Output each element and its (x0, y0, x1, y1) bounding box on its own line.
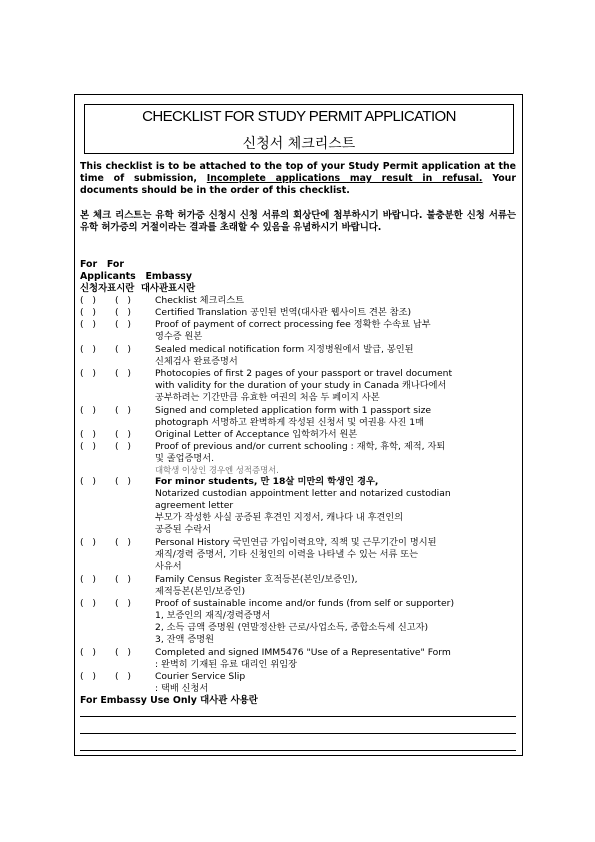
checklist-item-line: 공증된 수락서 (155, 523, 212, 535)
checklist-item-text (155, 307, 517, 319)
checklist-item-text (155, 537, 517, 573)
checklist-item-text (155, 574, 517, 598)
checklist-item-line: 및 졸업증명서. (155, 452, 215, 464)
checklist-item-line: Proof of payment of correct processing fee 정확한 수속료 납부 (155, 319, 431, 330)
checklist-item-line: 사유서 (155, 560, 182, 572)
embassy-checkbox[interactable]: ( ) (115, 476, 131, 487)
checklist-item-line: 1, 보증인의 재직/경력증명서 (155, 609, 271, 621)
embassy-checkbox[interactable]: ( ) (115, 429, 131, 440)
applicant-checkbox[interactable]: ( ) (80, 405, 96, 416)
embassy-checkbox[interactable]: ( ) (115, 295, 131, 306)
checklist-item-line: Family Census Register 호적등본(본인/보증인), (155, 574, 358, 585)
checklist-item-line: 공부하려는 기간만큼 유효한 여권의 처음 두 페이지 사본 (155, 391, 380, 403)
checklist-item-line: 2, 소득 금액 증명원 (연말정산한 근로/사업소득, 종합소득세 신고자) (155, 621, 429, 633)
checklist-item-line: agreement letter (155, 499, 234, 511)
checklist-item-text (155, 647, 517, 671)
checklist-item-line: Sealed medical notification form 지정병원에서 발급, 봉인된 (155, 344, 414, 355)
applicant-checkbox[interactable]: ( ) (80, 476, 96, 487)
applicant-checkbox[interactable]: ( ) (80, 295, 96, 306)
checklist-item-line: photograph 서명하고 완벽하게 작성된 신청서 및 여권용 사진 1매 (155, 416, 424, 428)
checklist-item-text (155, 319, 517, 343)
checklist-item-text (155, 295, 517, 307)
embassy-checkbox[interactable]: ( ) (115, 344, 131, 355)
column-header-line1: For For (80, 259, 124, 270)
applicant-checkbox[interactable]: ( ) (80, 574, 96, 585)
applicant-checkbox[interactable]: ( ) (80, 441, 96, 452)
embassy-use-label: For Embassy Use Only 대사관 사용란 (80, 695, 258, 706)
checklist-item-line: Personal History 국민연금 가입이력요약, 직책 및 근무기간이 명시된 (155, 537, 437, 548)
checklist-item-line: with validity for the duration of your study in Canada 캐나다에서 (155, 379, 447, 391)
page-title-en: CHECKLIST FOR STUDY PERMIT APPLICATION (142, 108, 456, 125)
applicant-checkbox[interactable]: ( ) (80, 598, 96, 609)
column-header-line2: Applicants Embassy (80, 271, 192, 282)
embassy-line-2 (80, 733, 516, 734)
checklist-item-text (155, 441, 517, 477)
checklist-item-line: For minor students, 만 18살 미만의 학생인 경우, (155, 476, 379, 487)
intro-en (80, 161, 516, 198)
checklist-item-line: Proof of previous and/or current schooling : 재학, 휴학, 제적, 자퇴 (155, 441, 446, 452)
checklist-item-text (155, 344, 517, 368)
checklist-item-line: : 택배 신청서 (155, 682, 209, 694)
checklist-item-line: 제적등본(본인/보증인) (155, 585, 246, 597)
checklist-item-text (155, 405, 517, 429)
title-box (84, 104, 514, 154)
checklist-item-line: Checklist 체크리스트 (155, 295, 245, 306)
checklist-item-text (155, 476, 517, 536)
applicant-checkbox[interactable]: ( ) (80, 368, 96, 379)
embassy-checkbox[interactable]: ( ) (115, 405, 131, 416)
embassy-checkbox[interactable]: ( ) (115, 671, 131, 682)
checklist-item-line: Proof of sustainable income and/or funds (from self or supporter) (155, 598, 455, 609)
checklist-item-line: Notarized custodian appointment letter and notarized custodian (155, 487, 451, 499)
applicant-checkbox[interactable]: ( ) (80, 671, 96, 682)
checklist-item-line: 3, 잔액 증명원 (155, 633, 214, 645)
intro-ko: 본 체크 리스트는 유학 허가증 신청시 신청 서류의 회상단에 첨부하시기 바랍니다. 불충분한 신청 서류는 유학 허가증의 거절이라는 결과를 초래할 수 있음을 유념하시기 바랍니다. (80, 210, 516, 234)
checklist-item-line: 영수증 원본 (155, 330, 203, 342)
checklist-item-line: 재직/경력 증명서, 기타 신청인의 이력을 나타낼 수 있는 서류 또는 (155, 548, 419, 560)
checklist-item-line: Courier Service Slip (155, 671, 246, 682)
column-header (80, 259, 195, 295)
applicant-checkbox[interactable]: ( ) (80, 647, 96, 658)
applicant-checkbox[interactable]: ( ) (80, 344, 96, 355)
embassy-checkbox[interactable]: ( ) (115, 319, 131, 330)
intro-en-part2: Your documents should be in the order of this checklist. (80, 173, 516, 197)
embassy-checkbox[interactable]: ( ) (115, 537, 131, 548)
checklist-item-line: Completed and signed IMM5476 "Use of a Representative" Form (155, 647, 451, 658)
checklist-item-text (155, 429, 517, 441)
checklist-item-line: Signed and completed application form with 1 passport size (155, 405, 432, 416)
applicant-checkbox[interactable]: ( ) (80, 429, 96, 440)
applicant-checkbox[interactable]: ( ) (80, 307, 96, 318)
checklist-item-note: 대학생 이상인 경우엔 성적증명서. (155, 464, 279, 475)
embassy-line-1 (80, 716, 516, 717)
embassy-checkbox[interactable]: ( ) (115, 368, 131, 379)
checklist-item-text (155, 598, 517, 646)
checklist-item-line: : 완벽히 기재된 유료 대리인 위임장 (155, 658, 297, 670)
checklist-item-text (155, 368, 517, 404)
embassy-checkbox[interactable]: ( ) (115, 307, 131, 318)
checklist-item-line: Photocopies of first 2 pages of your passport or travel document (155, 368, 453, 379)
intro-en-warning: Incomplete applications may result in refusal. (206, 173, 483, 185)
applicant-checkbox[interactable]: ( ) (80, 537, 96, 548)
embassy-line-3 (80, 750, 516, 751)
applicant-checkbox[interactable]: ( ) (80, 319, 96, 330)
checklist-item-line: Certified Translation 공인된 번역(대사관 웹사이트 견본 참조) (155, 307, 412, 318)
column-header-line3: 신청자표시란 대사관표시란 (80, 283, 196, 294)
checklist-item-line: 부모가 작성한 사실 공증된 후견인 지정서, 캐나다 내 후견인의 (155, 511, 404, 523)
embassy-checkbox[interactable]: ( ) (115, 647, 131, 658)
checklist-item-line: Original Letter of Acceptance 입학허가서 원본 (155, 429, 358, 440)
embassy-checkbox[interactable]: ( ) (115, 574, 131, 585)
intro-en-part1: This checklist is to be attached to the top of your Study Permit application at the time of submission, (80, 161, 516, 185)
embassy-checkbox[interactable]: ( ) (115, 598, 131, 609)
embassy-checkbox[interactable]: ( ) (115, 441, 131, 452)
checklist-item-line: 신체검사 완료증명서 (155, 355, 238, 367)
page-title-ko: 신청서 체크리스트 (242, 136, 356, 152)
